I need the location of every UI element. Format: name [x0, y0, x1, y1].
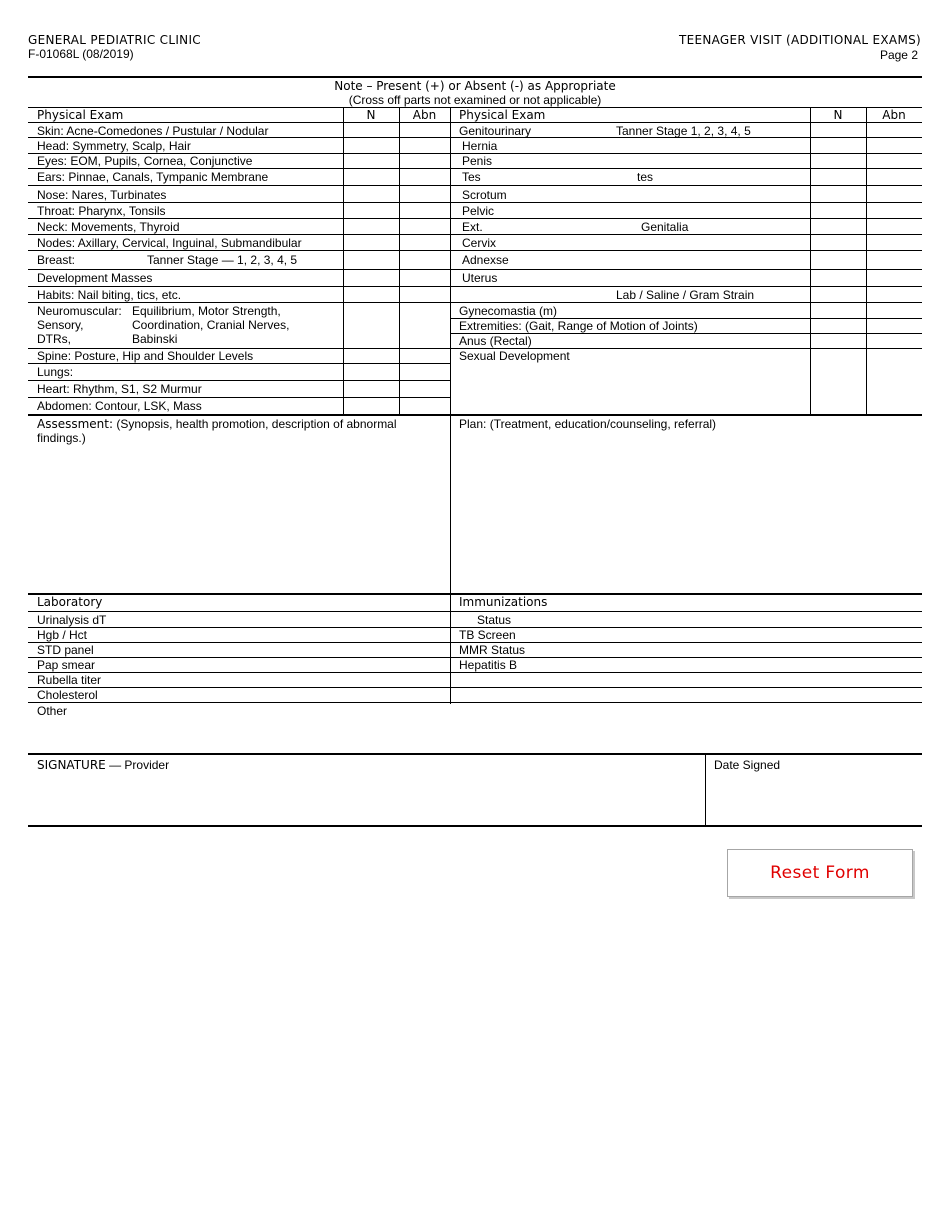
lab-row-urinalysis: Urinalysis dT — [37, 613, 107, 627]
right-abn-checkbox[interactable] — [867, 270, 921, 286]
right-n-checkbox[interactable] — [811, 203, 865, 218]
assessment-field[interactable] — [30, 446, 448, 591]
exam-row-breast: Breast: — [37, 253, 76, 267]
lab-row-rubella: Rubella titer — [37, 673, 102, 687]
lab-row-pap: Pap smear — [37, 658, 96, 672]
left-n-checkbox[interactable] — [344, 287, 398, 302]
lab-row-line — [28, 657, 922, 658]
neuro-items-3: Babinski — [132, 332, 178, 346]
exam-row-throat: Throat: Pharynx, Tonsils — [37, 204, 166, 218]
right-abn-checkbox[interactable] — [867, 235, 921, 250]
clinic-name: GENERAL PEDIATRIC CLINIC — [28, 33, 201, 47]
breast-tanner-stage: Tanner Stage — 1, 2, 3, 4, 5 — [147, 253, 298, 267]
right-n-checkbox[interactable] — [811, 251, 865, 269]
left-abn-checkbox[interactable] — [400, 203, 449, 218]
ext-genitalia: Genitalia — [641, 220, 689, 234]
exam-row-heart: Heart: Rhythm, S1, S2 Murmur — [37, 382, 202, 396]
assessment-label: Assessment: — [37, 417, 114, 431]
right-abn-checkbox[interactable] — [867, 349, 921, 414]
exam-row-head: Head: Symmetry, Scalp, Hair — [37, 139, 191, 153]
page-number: Page 2 — [879, 48, 918, 62]
right-abn-checkbox[interactable] — [867, 138, 921, 153]
exam-row-cervix: Cervix — [462, 236, 497, 250]
lab-row-line — [28, 627, 922, 628]
exam-row-habits: Habits: Nail biting, tics, etc. — [37, 288, 182, 302]
exam-row-adnexse: Adnexse — [462, 253, 509, 267]
right-n-checkbox[interactable] — [811, 235, 865, 250]
right-abn-checkbox[interactable] — [867, 319, 921, 333]
exam-row-scrotum: Scrotum — [462, 188, 507, 202]
right-abn-checkbox[interactable] — [867, 303, 921, 318]
lab-row-other: Other — [37, 704, 68, 718]
center-divider-line — [450, 107, 451, 704]
left-abn-checkbox[interactable] — [400, 251, 449, 269]
exam-row-pelvic: Pelvic — [462, 204, 495, 218]
immunizations-title: Immunizations — [459, 595, 548, 609]
exam-row-spine: Spine: Posture, Hip and Shoulder Levels — [37, 349, 254, 363]
signature-top-rule — [28, 753, 922, 755]
right-abn-checkbox[interactable] — [867, 154, 921, 168]
imm-row-mmr: MMR Status — [459, 643, 526, 657]
top-rule — [28, 76, 922, 78]
right-n-checkbox[interactable] — [811, 138, 865, 153]
left-n-checkbox[interactable] — [344, 186, 398, 202]
right-n-checkbox[interactable] — [811, 186, 865, 202]
signature-divider — [705, 753, 706, 826]
left-abn-checkbox[interactable] — [400, 123, 449, 137]
exam-bottom-rule — [28, 414, 922, 416]
assessment-desc-1: (Synopsis, health promotion, description of abnormal — [116, 417, 397, 431]
right-abn-checkbox[interactable] — [867, 219, 921, 234]
right-abn-checkbox[interactable] — [867, 251, 921, 269]
left-n-checkbox[interactable] — [344, 398, 398, 414]
signature-field[interactable] — [30, 774, 702, 824]
laboratory-title: Laboratory — [37, 595, 103, 609]
exam-header-bottom-line — [28, 122, 922, 123]
right-n-checkbox[interactable] — [811, 319, 865, 333]
left-n-checkbox[interactable] — [344, 123, 398, 137]
left-abn-checkbox[interactable] — [400, 186, 449, 202]
exam-row-hernia: Hernia — [462, 139, 498, 153]
left-n-checkbox[interactable] — [344, 251, 398, 269]
left-abn-checkbox[interactable] — [400, 235, 449, 250]
right-n-checkbox[interactable] — [811, 219, 865, 234]
lab-row-line — [28, 687, 922, 688]
left-col-n: N — [366, 108, 376, 122]
exam-row-nose: Nose: Nares, Turbinates — [37, 188, 167, 202]
left-n-checkbox[interactable] — [344, 381, 398, 397]
exam-row-nodes: Nodes: Axillary, Cervical, Inguinal, Submandibular — [37, 236, 302, 250]
lab-row-cholesterol: Cholesterol — [37, 688, 98, 702]
left-n-checkbox[interactable] — [344, 169, 398, 185]
lab-top-rule — [28, 593, 922, 595]
neuro-label-1: Neuromuscular: — [37, 304, 122, 318]
form-id: F-01068L (08/2019) — [28, 47, 134, 61]
left-abn-checkbox[interactable] — [400, 270, 449, 286]
left-n-checkbox[interactable] — [344, 154, 398, 168]
plan-label: Plan: — [459, 417, 487, 431]
right-abn-checkbox[interactable] — [867, 186, 921, 202]
left-abn-checkbox[interactable] — [400, 381, 449, 397]
signature-bottom-rule — [28, 825, 922, 827]
neuro-label-3: DTRs, — [37, 332, 71, 346]
genito-tanner-stage: Tanner Stage 1, 2, 3, 4, 5 — [616, 124, 751, 138]
right-exam-title: Physical Exam — [459, 108, 546, 122]
left-abn-checkbox[interactable] — [400, 303, 449, 348]
exam-row-gynecomastia: Gynecomastia (m) — [459, 304, 558, 318]
exam-row-development: Development Masses — [37, 271, 153, 285]
plan-heading — [459, 417, 716, 431]
exam-row-genitourinary: Genitourinary — [459, 124, 532, 138]
right-n-checkbox[interactable] — [811, 349, 865, 414]
right-n-checkbox[interactable] — [811, 287, 865, 302]
exam-row-sexual-development: Sexual Development — [459, 349, 570, 363]
signature-label: SIGNATURE — [37, 758, 106, 772]
assessment-desc-2: findings.) — [37, 431, 86, 445]
exam-row-lungs: Lungs: — [37, 365, 74, 379]
left-abn-checkbox[interactable] — [400, 287, 449, 302]
exam-row-testes: Tes — [462, 170, 481, 184]
signature-heading — [37, 758, 169, 772]
exam-row-ext: Ext. — [462, 220, 483, 234]
left-abn-checkbox[interactable] — [400, 398, 449, 414]
left-abn-checkbox[interactable] — [400, 349, 449, 363]
right-n-checkbox[interactable] — [811, 334, 865, 348]
left-n-checkbox[interactable] — [344, 219, 398, 234]
exam-row-abdomen: Abdomen: Contour, LSK, Mass — [37, 399, 202, 413]
exam-row-uterus: Uterus — [462, 271, 498, 285]
exam-row-extremities: Extremities: (Gait, Range of Motion of Joints) — [459, 319, 698, 333]
reset-form-button[interactable]: Reset Form — [727, 849, 913, 897]
lab-saline-gram: Lab / Saline / Gram Strain — [616, 288, 755, 302]
right-abn-checkbox[interactable] — [867, 287, 921, 302]
lab-row-line — [28, 672, 922, 673]
left-n-checkbox[interactable] — [344, 235, 398, 250]
left-abn-checkbox[interactable] — [400, 154, 449, 168]
exam-row-anus: Anus (Rectal) — [459, 334, 532, 348]
exam-row-skin: Skin: Acne-Comedones / Pustular / Nodular — [37, 124, 269, 138]
right-abn-checkbox[interactable] — [867, 123, 921, 137]
left-abn-checkbox[interactable] — [400, 138, 449, 153]
exam-row-penis: Penis — [462, 154, 493, 168]
lab-row-std: STD panel — [37, 643, 94, 657]
note-line-1: Note – Present (+) or Absent (-) as Appropriate — [334, 79, 616, 93]
left-n-checkbox[interactable] — [344, 303, 398, 348]
right-abn-checkbox[interactable] — [867, 334, 921, 348]
lab-row-hgb: Hgb / Hct — [37, 628, 88, 642]
exam-header-top-line — [28, 107, 922, 108]
right-n-checkbox[interactable] — [811, 123, 865, 137]
lab-header-line — [28, 611, 922, 612]
left-n-checkbox[interactable] — [344, 203, 398, 218]
left-exam-title: Physical Exam — [37, 108, 124, 122]
exam-row-neck: Neck: Movements, Thyroid — [37, 220, 180, 234]
left-n-checkbox[interactable] — [344, 138, 398, 153]
right-abn-checkbox[interactable] — [867, 203, 921, 218]
lab-row-line — [28, 642, 922, 643]
left-abn-checkbox[interactable] — [400, 169, 449, 185]
exam-row-eyes: Eyes: EOM, Pupils, Cornea, Conjunctive — [37, 154, 253, 168]
imm-row-hepb: Hepatitis B — [459, 658, 518, 672]
left-abn-checkbox[interactable] — [400, 219, 449, 234]
left-abn-checkbox[interactable] — [400, 364, 449, 380]
plan-field[interactable] — [453, 433, 921, 591]
left-n-checkbox[interactable] — [344, 270, 398, 286]
imm-row-tb: TB Screen — [459, 628, 516, 642]
right-n-checkbox[interactable] — [811, 169, 865, 185]
left-n-checkbox[interactable] — [344, 364, 398, 380]
neuro-label-2: Sensory, — [37, 318, 84, 332]
imm-row-status: Status — [477, 613, 512, 627]
plan-desc: (Treatment, education/counseling, referral) — [489, 417, 717, 431]
left-n-checkbox[interactable] — [344, 349, 398, 363]
right-col-abn: Abn — [882, 108, 906, 122]
assessment-heading — [37, 417, 397, 431]
lab-bottom-line — [28, 702, 922, 703]
neuro-items-2: Coordination, Cranial Nerves, — [132, 318, 290, 332]
testes-suffix: tes — [637, 170, 654, 184]
note-line-2: (Cross off parts not examined or not applicable) — [348, 93, 602, 107]
right-abn-checkbox[interactable] — [867, 169, 921, 185]
visit-title: TEENAGER VISIT (ADDITIONAL EXAMS) — [678, 33, 921, 47]
left-col-abn: Abn — [412, 108, 437, 122]
date-signed-label: Date Signed — [714, 758, 781, 772]
right-n-checkbox[interactable] — [811, 154, 865, 168]
date-signed-field[interactable] — [708, 774, 920, 824]
right-n-checkbox[interactable] — [811, 270, 865, 286]
neuro-items-1: Equilibrium, Motor Strength, — [132, 304, 281, 318]
exam-row-ears: Ears: Pinnae, Canals, Tympanic Membrane — [37, 170, 269, 184]
right-n-checkbox[interactable] — [811, 303, 865, 318]
signature-provider: — Provider — [105, 758, 170, 772]
right-col-n: N — [833, 108, 843, 122]
